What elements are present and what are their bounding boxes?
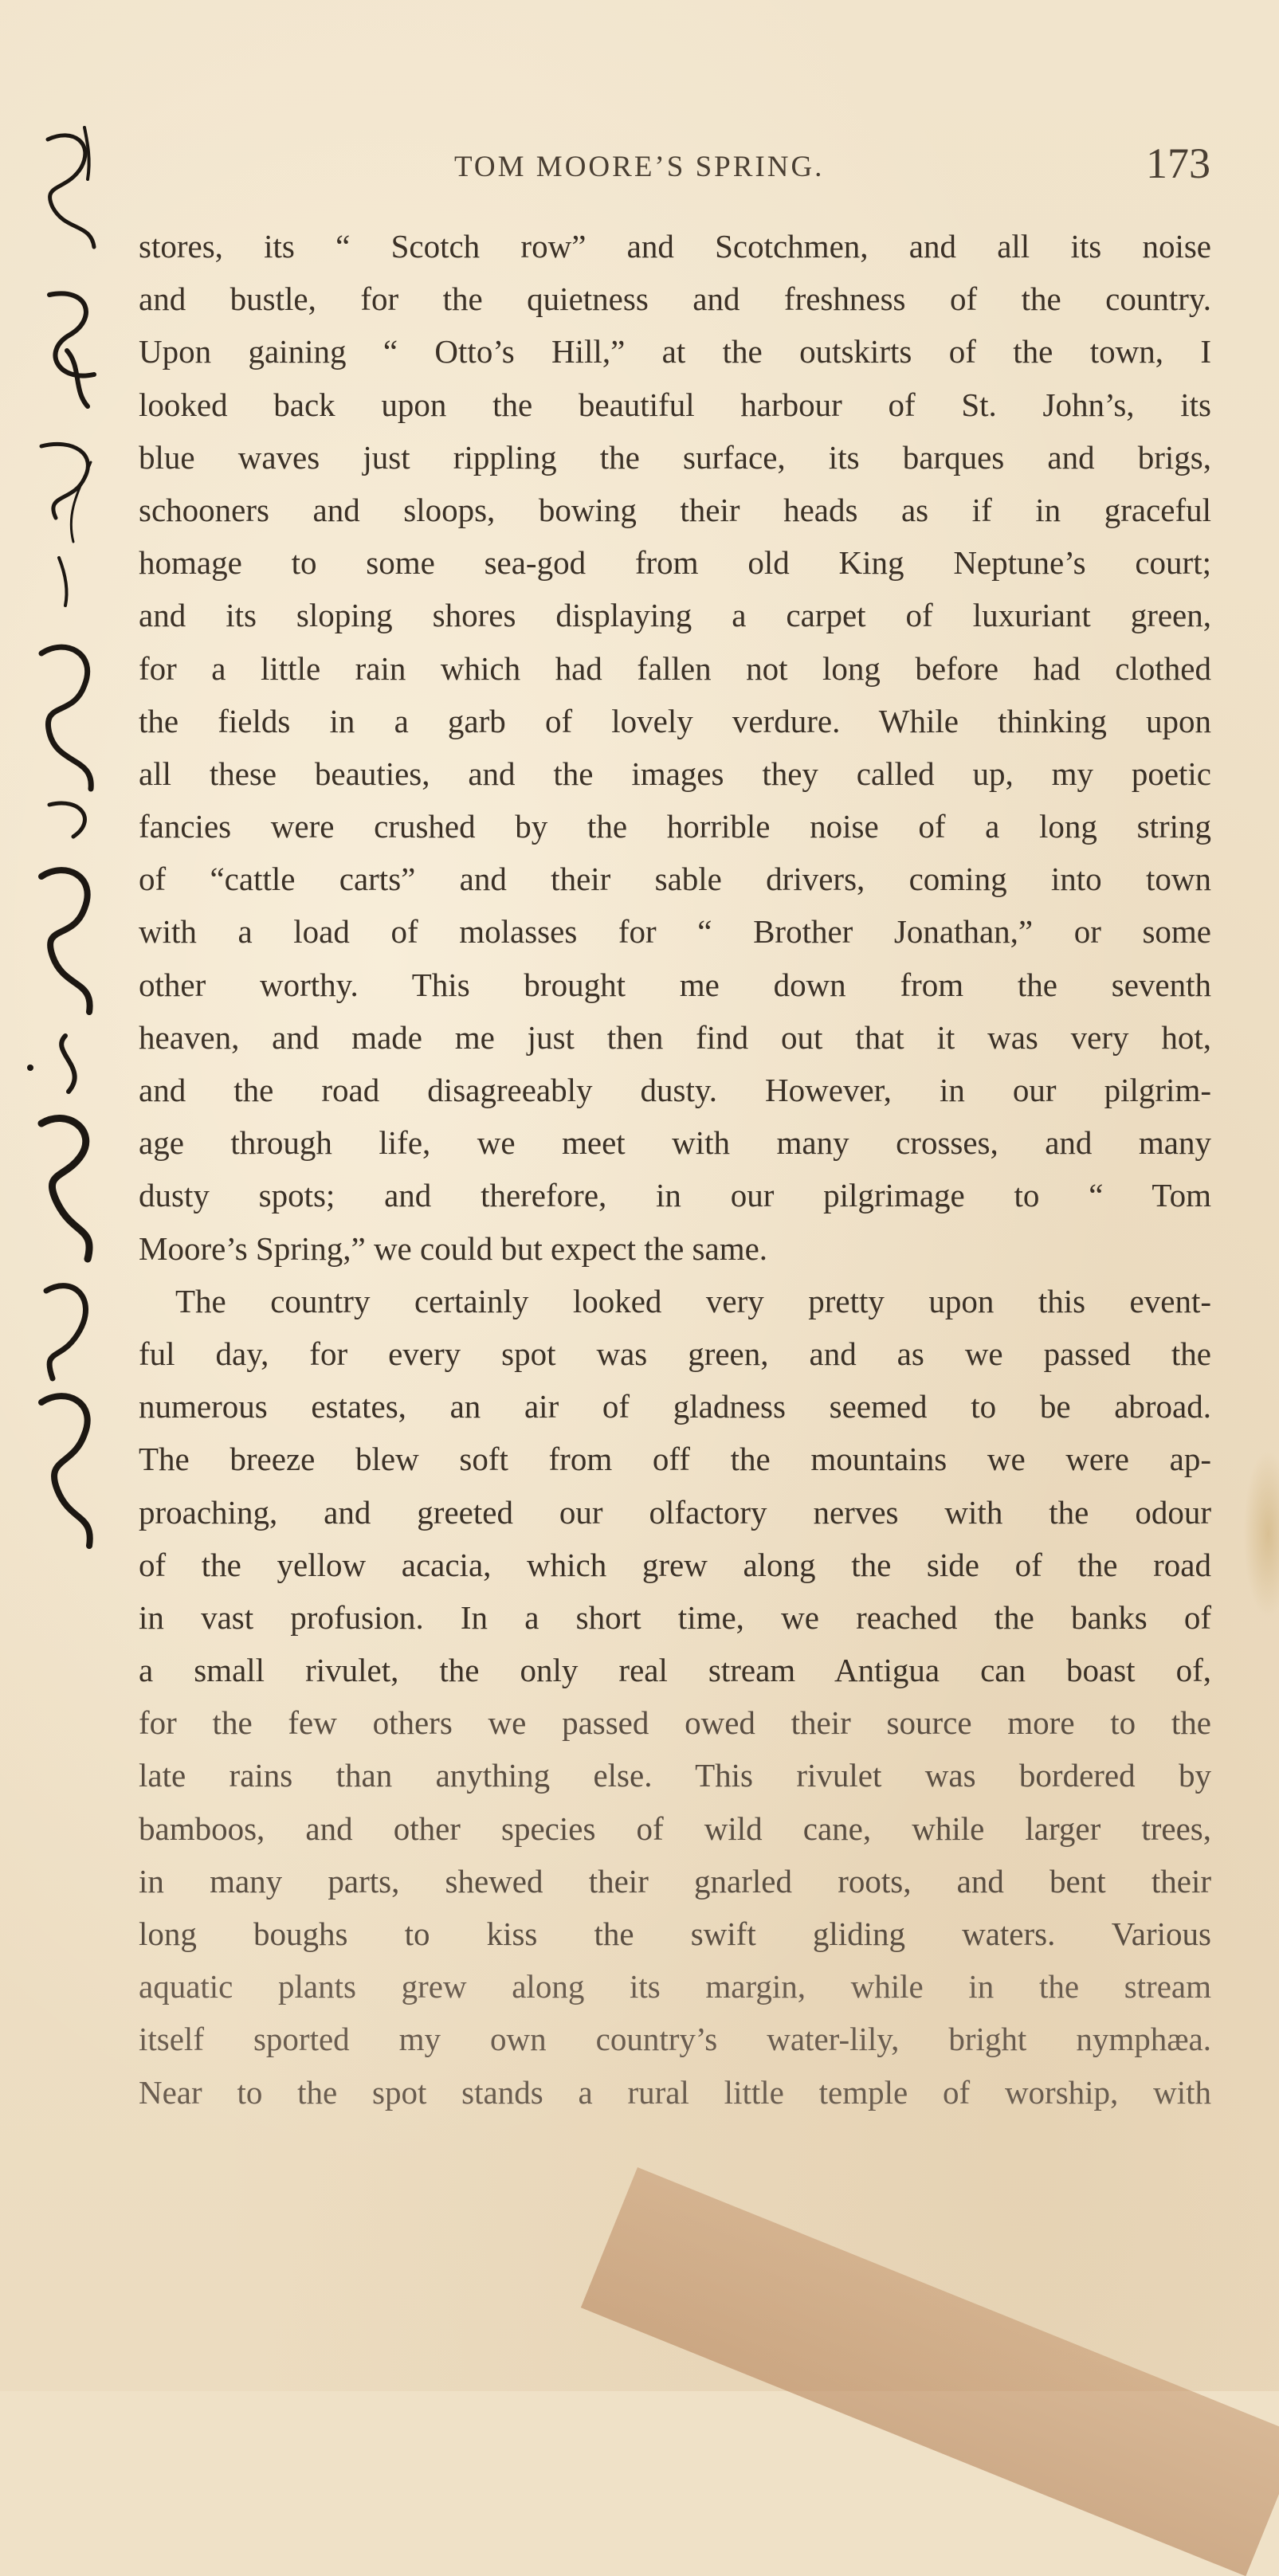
text-line: the fields in a garb of lovely verdure. While thinking upon bbox=[139, 702, 1211, 739]
tape-stain bbox=[581, 2167, 1279, 2576]
body-text bbox=[139, 220, 1211, 2119]
text-line: with a load of molasses for “ Brother Jonathan,” or some bbox=[139, 913, 1211, 951]
text-line: all these beauties, and the images they called up, my poetic bbox=[139, 755, 1211, 792]
handwritten-marginalia bbox=[18, 112, 113, 1562]
text-line: long boughs to kiss the swift gliding waters. Various bbox=[139, 1915, 1211, 1952]
text-line: dusty spots; and therefore, in our pilgrimage to “ Tom bbox=[139, 1177, 1211, 1214]
text-line: in many parts, shewed their gnarled roots, and bent their bbox=[139, 1862, 1211, 1900]
text-line: for the few others we passed owed their source more to the bbox=[139, 1704, 1211, 1742]
running-head: TOM MOORE’S SPRING. bbox=[454, 151, 825, 183]
text-line: looked back upon the beautiful harbour of St. John’s, its bbox=[139, 386, 1211, 423]
page-header bbox=[0, 139, 1279, 191]
text-line: and bustle, for the quietness and freshness of the country. bbox=[139, 280, 1211, 318]
text-line: The breeze blew soft from off the mountains we were ap- bbox=[139, 1441, 1211, 1478]
text-line: bamboos, and other species of wild cane, while larger trees, bbox=[139, 1809, 1211, 1847]
text-line: Moore’s Spring,” we could but expect the same. bbox=[139, 1229, 768, 1267]
text-line: itself sported my own country’s water-lily, bright nymphæa. bbox=[139, 2021, 1211, 2058]
text-line: other worthy. This brought me down from the seventh bbox=[139, 966, 1211, 1003]
text-line: aquatic plants grew along its margin, while in the stream bbox=[139, 1968, 1211, 2006]
text-line: in vast profusion. In a short time, we reached the banks of bbox=[139, 1598, 1211, 1636]
text-line: Near to the spot stands a rural little temple of worship, with bbox=[139, 2073, 1211, 2111]
marginalia-text bbox=[65, 100, 145, 1498]
text-line: of “cattle carts” and their sable drivers, coming into town bbox=[139, 861, 1211, 898]
text-line: Upon gaining “ Otto’s Hill,” at the outskirts of the town, I bbox=[139, 333, 1211, 371]
text-line: stores, its “ Scotch row” and Scotchmen, and all its noise bbox=[139, 228, 1211, 265]
edge-stain bbox=[1243, 1450, 1279, 1617]
text-line: ful day, for every spot was green, and as we passed the bbox=[139, 1335, 1211, 1372]
text-line: late rains than anything else. This rivulet was bordered by bbox=[139, 1757, 1211, 1794]
text-line: homage to some sea-god from old King Neptune’s court; bbox=[139, 544, 1211, 582]
text-line: and the road disagreeably dusty. However, in our pilgrim- bbox=[139, 1072, 1211, 1108]
text-line: schooners and sloops, bowing their heads as if in graceful bbox=[139, 491, 1211, 528]
text-line: The country certainly looked very pretty upon this event- bbox=[175, 1282, 1211, 1319]
text-line: a small rivulet, the only real stream Antigua can boast of, bbox=[139, 1652, 1211, 1689]
page-number: 173 bbox=[1146, 139, 1210, 187]
text-line: of the yellow acacia, which grew along the side of the road bbox=[139, 1546, 1211, 1583]
text-line: and its sloping shores displaying a carpet of luxuriant green, bbox=[139, 597, 1211, 634]
text-line: proaching, and greeted our olfactory nerves with the odour bbox=[139, 1493, 1211, 1531]
text-line: age through life, we meet with many crosses, and many bbox=[139, 1124, 1211, 1162]
text-line: blue waves just rippling the surface, its barques and brigs, bbox=[139, 438, 1211, 476]
text-line: numerous estates, an air of gladness seemed to be abroad. bbox=[139, 1388, 1211, 1425]
text-line: fancies were crushed by the horrible noise of a long string bbox=[139, 808, 1211, 845]
text-line: for a little rain which had fallen not long before had clothed bbox=[139, 649, 1211, 687]
text-line: heaven, and made me just then find out that it was very hot, bbox=[139, 1018, 1211, 1056]
